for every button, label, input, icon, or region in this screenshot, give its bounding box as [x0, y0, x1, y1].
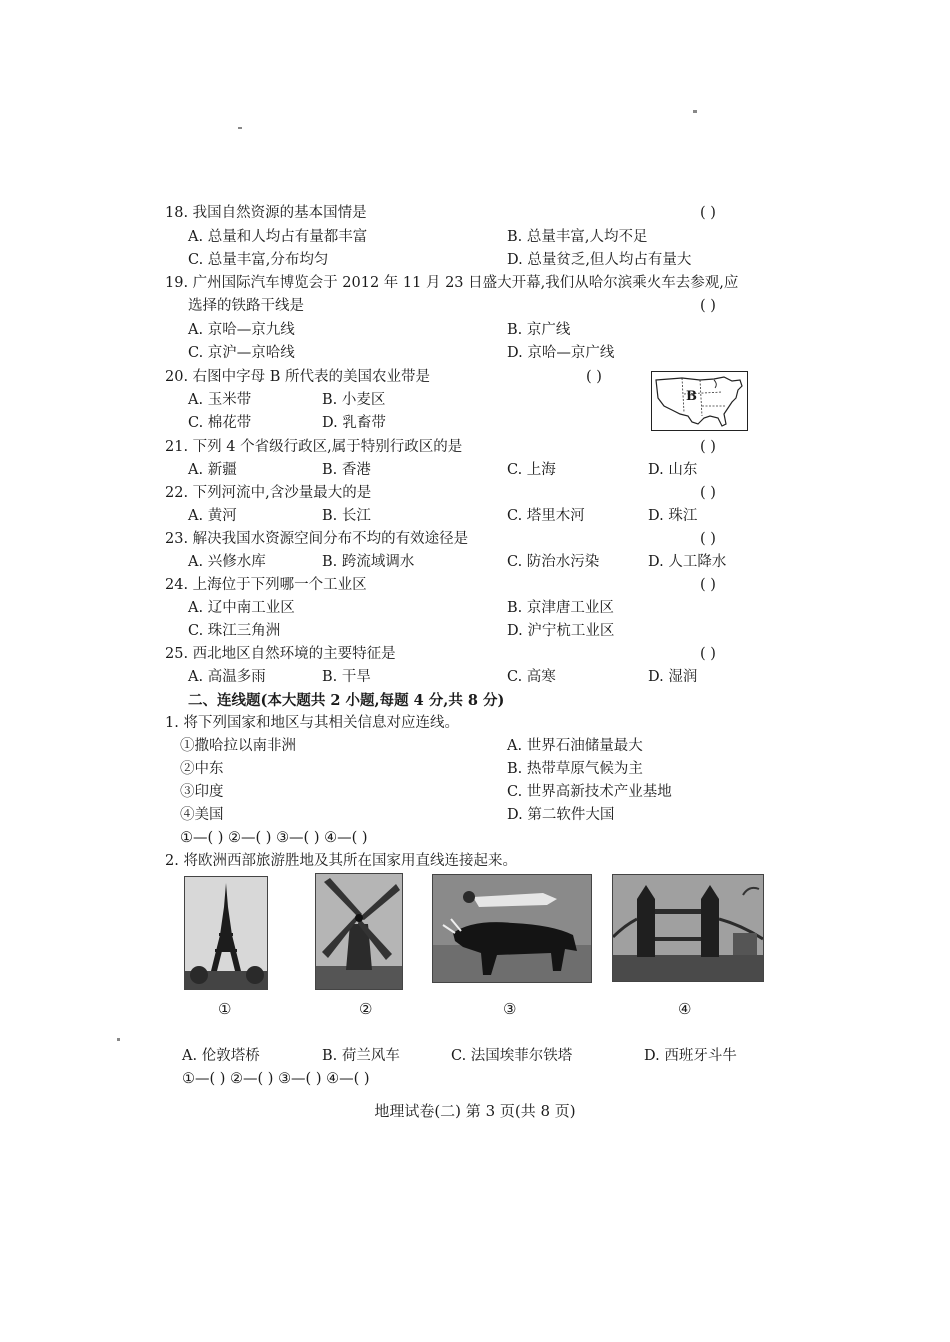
- matching-q1-row3: [0, 781, 950, 804]
- q25-options: [0, 666, 950, 689]
- q21-option-d: D. 山东: [648, 462, 698, 478]
- q21-option-b: B. 香港: [322, 462, 371, 478]
- q25-stem-line: [0, 643, 950, 666]
- q20-option-c: C. 棉花带: [188, 415, 252, 431]
- matching-q1-answers-line: [0, 827, 950, 850]
- section2-title: 二、连线题(本大题共 2 小题,每题 4 分,共 8 分): [188, 692, 505, 709]
- q23-option-a: A. 兴修水库: [188, 554, 266, 570]
- matching-q1-stem-line: [0, 712, 950, 735]
- q22-option-d: D. 珠江: [648, 508, 698, 524]
- q19-answer-paren: ( ): [700, 298, 716, 314]
- matching-q1-right-c: C. 世界高新技术产业基地: [507, 784, 672, 800]
- q24-options-ab: [0, 597, 950, 620]
- q21-answer-paren: ( ): [700, 439, 716, 455]
- section2-title-line: [0, 689, 950, 712]
- q20-answer-paren: ( ): [586, 369, 602, 385]
- q25-option-d: D. 湿润: [648, 669, 698, 685]
- photo-label-1: ①: [218, 1000, 232, 1018]
- photo-label-4: ④: [678, 1000, 692, 1018]
- bull-icon: [433, 875, 591, 982]
- q24-option-b: B. 京津唐工业区: [507, 600, 614, 616]
- q25-stem: 25. 西北地区自然环境的主要特征是: [165, 646, 396, 662]
- q19-option-b: B. 京广线: [507, 322, 571, 338]
- q18-answer-paren: ( ): [700, 205, 716, 221]
- q24-options-cd: [0, 620, 950, 643]
- matching-q2-option-c: C. 法国埃菲尔铁塔: [451, 1048, 573, 1064]
- q22-options: [0, 505, 950, 528]
- q19-options-cd: [0, 342, 950, 365]
- matching-q2-option-a: A. 伦敦塔桥: [182, 1048, 260, 1064]
- q21-stem: 21. 下列 4 个省级行政区,属于特别行政区的是: [165, 439, 463, 455]
- q22-option-a: A. 黄河: [188, 508, 237, 524]
- matching-q1-row2: [0, 758, 950, 781]
- matching-q2-stem: 2. 将欧洲西部旅游胜地及其所在国家用直线连接起来。: [165, 853, 517, 869]
- q21-stem-line: [0, 436, 950, 459]
- q25-option-b: B. 干旱: [322, 669, 371, 685]
- q20-stem-line: [0, 366, 950, 389]
- q25-option-c: C. 高寒: [507, 669, 556, 685]
- q24-option-a: A. 辽中南工业区: [188, 600, 295, 616]
- q23-option-c: C. 防治水污染: [507, 554, 600, 570]
- matching-q2-answers: ①—( ) ②—( ) ③—( ) ④—( ): [182, 1071, 370, 1087]
- q24-answer-paren: ( ): [700, 577, 716, 593]
- q23-stem: 23. 解决我国水资源空间分布不均的有效途径是: [165, 531, 469, 547]
- q25-answer-paren: ( ): [700, 646, 716, 662]
- scan-speck: [238, 127, 242, 129]
- q24-option-d: D. 沪宁杭工业区: [507, 623, 615, 639]
- q21-options: [0, 459, 950, 482]
- eiffel-tower-icon: [185, 877, 267, 989]
- map-letter-b: B: [686, 389, 697, 404]
- q22-answer-paren: ( ): [700, 485, 716, 501]
- matching-q1-answers: ①—( ) ②—( ) ③—( ) ④—( ): [180, 830, 368, 846]
- q18-options-ab: [0, 226, 950, 249]
- matching-q1-row1: [0, 735, 950, 758]
- q18-option-a: A. 总量和人均占有量都丰富: [188, 229, 368, 245]
- q23-option-d: D. 人工降水: [648, 554, 727, 570]
- bullfighting-photo: [432, 874, 592, 983]
- q24-stem-line: [0, 574, 950, 597]
- q24-stem: 24. 上海位于下列哪一个工业区: [165, 577, 367, 593]
- tower-bridge-icon: [613, 875, 763, 981]
- usa-agriculture-map: [651, 371, 748, 431]
- q19-stem-1: 19. 广州国际汽车博览会于 2012 年 11 月 23 日盛大开幕,我们从哈尔滨乘火车去参观,应: [165, 275, 739, 291]
- matching-q2-stem-line: [0, 850, 950, 873]
- eiffel-tower-photo: [184, 876, 268, 990]
- q23-answer-paren: ( ): [700, 531, 716, 547]
- q22-option-b: B. 长江: [322, 508, 371, 524]
- matching-q1-right-a: A. 世界石油储量最大: [507, 738, 643, 754]
- q22-option-c: C. 塔里木河: [507, 508, 585, 524]
- photo-label-2: ②: [359, 1000, 373, 1018]
- matching-q1-left-1: ①撒哈拉以南非洲: [180, 738, 296, 754]
- photo-label-3: ③: [503, 1000, 517, 1018]
- q25-option-a: A. 高温多雨: [188, 669, 266, 685]
- matching-q1-left-2: ②中东: [180, 761, 224, 777]
- q19-stem-2: 选择的铁路干线是: [188, 298, 304, 314]
- q20-options-ab: [0, 389, 950, 412]
- q19-option-a: A. 京哈—京九线: [188, 322, 295, 338]
- page-footer: 地理试卷(二) 第 3 页(共 8 页): [374, 1102, 576, 1120]
- q18-stem: 18. 我国自然资源的基本国情是: [165, 205, 367, 221]
- matching-q2-options: [0, 1045, 950, 1068]
- q19-stem-line2: [0, 295, 950, 318]
- q21-option-a: A. 新疆: [188, 462, 237, 478]
- matching-q1-left-3: ③印度: [180, 784, 224, 800]
- matching-q1-left-4: ④美国: [180, 807, 224, 823]
- q20-options-cd: [0, 412, 950, 435]
- q19-option-d: D. 京哈—京广线: [507, 345, 615, 361]
- q18-options-cd: [0, 249, 950, 272]
- q22-stem-line: [0, 482, 950, 505]
- matching-q1-stem: 1. 将下列国家和地区与其相关信息对应连线。: [165, 715, 459, 731]
- q19-options-ab: [0, 319, 950, 342]
- q20-stem: 20. 右图中字母 B 所代表的美国农业带是: [165, 369, 431, 385]
- matching-q2-answers-line: [0, 1068, 950, 1091]
- q21-option-c: C. 上海: [507, 462, 556, 478]
- matching-q1-right-d: D. 第二软件大国: [507, 807, 615, 823]
- q22-stem: 22. 下列河流中,含沙量最大的是: [165, 485, 372, 501]
- matching-q2-option-d: D. 西班牙斗牛: [644, 1048, 737, 1064]
- windmill-photo: [315, 873, 403, 990]
- scan-speck: [117, 1038, 120, 1041]
- q19-stem-line1: [0, 272, 950, 295]
- q18-option-c: C. 总量丰富,分布均匀: [188, 252, 329, 268]
- q20-option-a: A. 玉米带: [188, 392, 252, 408]
- usa-map-outline-icon: [652, 372, 747, 430]
- q18-option-d: D. 总量贫乏,但人均占有量大: [507, 252, 692, 268]
- matching-q2-option-b: B. 荷兰风车: [322, 1048, 400, 1064]
- q19-option-c: C. 京沪—京哈线: [188, 345, 295, 361]
- q18-option-b: B. 总量丰富,人均不足: [507, 229, 648, 245]
- windmill-icon: [316, 874, 402, 989]
- q20-option-b: B. 小麦区: [322, 392, 386, 408]
- q23-option-b: B. 跨流域调水: [322, 554, 415, 570]
- matching-q1-right-b: B. 热带草原气候为主: [507, 761, 643, 777]
- q23-stem-line: [0, 528, 950, 551]
- q24-option-c: C. 珠江三角洲: [188, 623, 281, 639]
- q20-option-d: D. 乳畜带: [322, 415, 386, 431]
- q18-stem-line: [0, 202, 950, 225]
- q23-options: [0, 551, 950, 574]
- matching-q1-row4: [0, 804, 950, 827]
- scan-speck: [693, 110, 697, 113]
- tower-bridge-photo: [612, 874, 764, 982]
